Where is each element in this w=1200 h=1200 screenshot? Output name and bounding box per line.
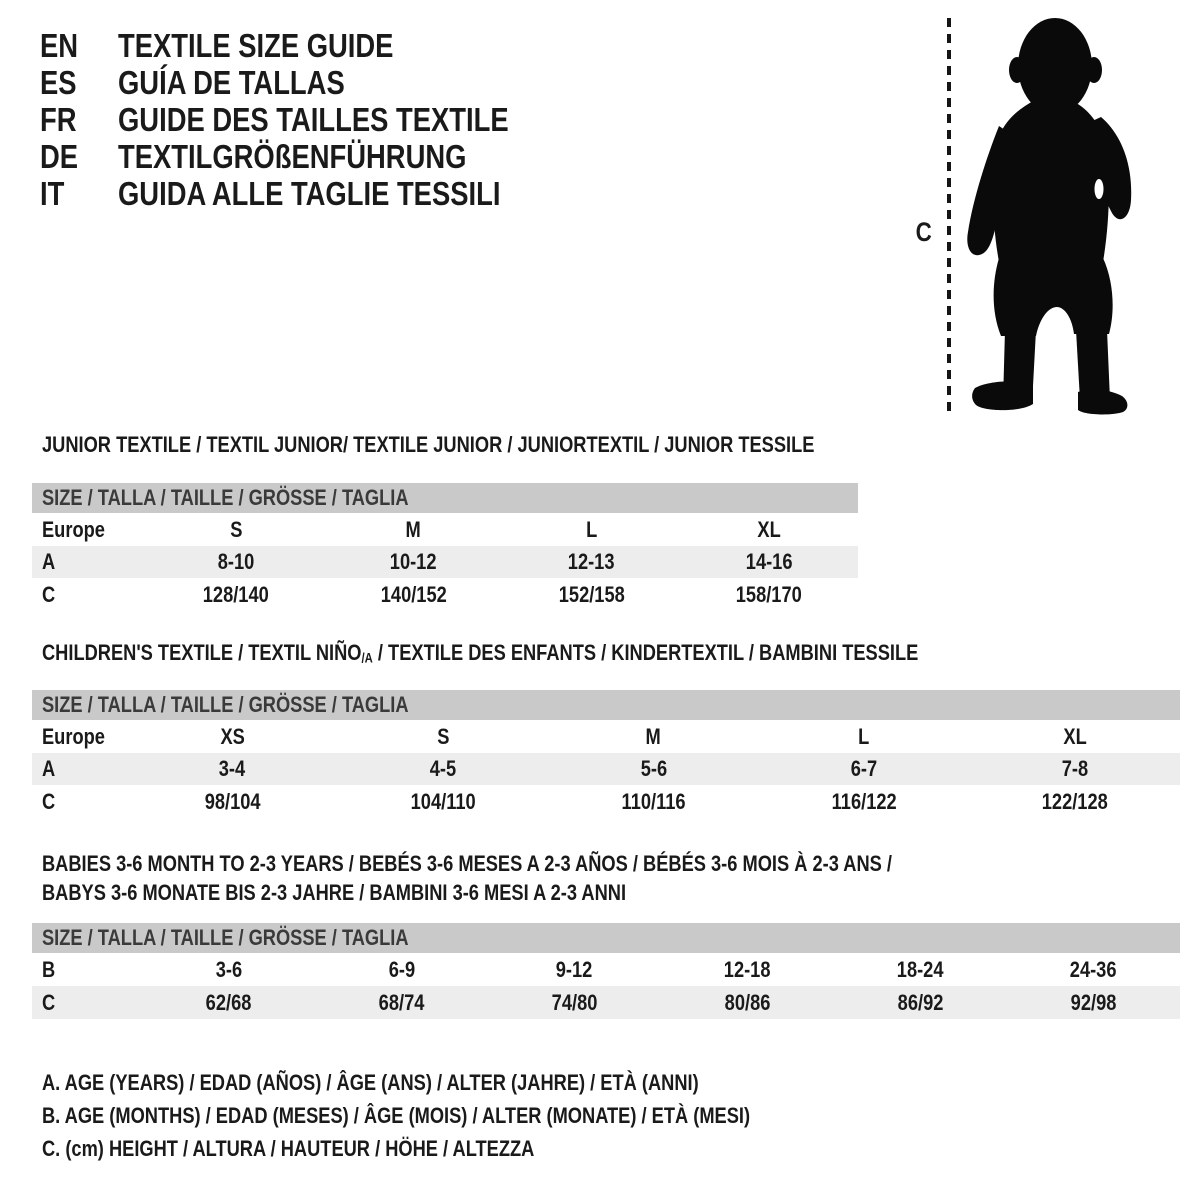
guide-title-en: TEXTILE SIZE GUIDE: [118, 27, 394, 64]
language-code-de: DE: [40, 138, 79, 175]
size-value: 8-10: [217, 549, 255, 574]
size-value: S: [436, 723, 449, 749]
height-measure-label: C: [915, 217, 933, 247]
language-row-de: [40, 138, 589, 175]
size-value: 62/68: [205, 989, 252, 1015]
size-value: 7-8: [1061, 756, 1088, 781]
size-value: XL: [1063, 723, 1087, 749]
size-value: 12-13: [568, 549, 615, 574]
language-code-it: IT: [40, 175, 65, 212]
babies-title-line2: BABYS 3-6 MONATE BIS 2-3 JAHRE / BAMBINI 3-6 MESI A 2-3 ANNI: [42, 880, 627, 905]
table-row-months: [32, 953, 1180, 986]
size-value: 24-36: [1070, 956, 1117, 982]
size-value: 98/104: [204, 788, 261, 814]
size-value: 3-4: [219, 756, 246, 781]
size-value: 128/140: [202, 581, 269, 607]
guide-title-it: GUIDA ALLE TAGLIE TESSILI: [118, 175, 501, 212]
children-title-post: / TEXTILE DES ENFANTS / KINDERTEXTIL / BAMBINI TESSILE: [372, 640, 919, 665]
size-value: 116/122: [831, 788, 897, 814]
size-value: 122/128: [1041, 788, 1108, 814]
language-code-en: EN: [40, 27, 79, 64]
size-value: 86/92: [897, 989, 944, 1015]
language-row-es: [40, 64, 589, 101]
babies-textile-title: [42, 849, 1066, 907]
size-value: XL: [757, 516, 781, 542]
row-label: Europe: [42, 516, 105, 542]
guide-title-fr: GUIDE DES TAILLES TEXTILE: [118, 101, 509, 138]
table-row-europe: [32, 720, 1180, 753]
size-value: XS: [220, 723, 245, 749]
language-row-fr: [40, 101, 589, 138]
legend-item-c: C. (cm) HEIGHT / ALTURA / HAUTEUR / HÖHE / ALTEZZA: [42, 1136, 535, 1161]
size-value: 68/74: [378, 989, 425, 1015]
guide-title-de: TEXTILGRÖßENFÜHRUNG: [118, 138, 467, 175]
size-value: 6-7: [850, 756, 878, 781]
size-value: L: [858, 723, 870, 749]
table-row-height: [32, 578, 858, 611]
row-label: C: [42, 581, 56, 607]
size-value: 110/116: [621, 788, 686, 814]
size-value: S: [229, 516, 242, 542]
size-value: 18-24: [897, 956, 944, 982]
language-row-it: [40, 175, 589, 212]
size-value: M: [645, 723, 662, 749]
size-value: 152/158: [558, 581, 625, 607]
toddler-silhouette: [963, 14, 1140, 416]
size-value: 104/110: [410, 788, 476, 814]
size-header: SIZE / TALLA / TAILLE / GRÖSSE / TAGLIA: [42, 485, 409, 510]
size-value: 80/86: [724, 989, 771, 1015]
size-value: 10-12: [390, 549, 437, 574]
row-label: C: [42, 989, 56, 1015]
size-value: 3-6: [215, 956, 242, 982]
size-value: 5-6: [640, 756, 667, 781]
size-value: 12-18: [724, 956, 771, 982]
height-dashed-line: [947, 18, 951, 416]
row-label: A: [42, 756, 56, 781]
size-value: 9-12: [556, 956, 593, 982]
babies-textile-table: [32, 923, 1180, 1019]
children-title-sub: /A: [361, 650, 373, 666]
table-row-age: [32, 546, 858, 578]
size-value: 6-9: [388, 956, 415, 982]
table-row-europe: [32, 513, 858, 546]
size-value: 74/80: [551, 989, 598, 1015]
babies-title-line1: BABIES 3-6 MONTH TO 2-3 YEARS / BEBÉS 3-6 MESES A 2-3 AÑOS / BÉBÉS 3-6 MOIS À 2-3 ANS /: [42, 851, 892, 876]
children-textile-table: [32, 690, 1180, 818]
junior-textile-title: JUNIOR TEXTILE / TEXTIL JUNIOR/ TEXTILE JUNIOR / JUNIORTEXTIL / JUNIOR TESSILE: [42, 432, 815, 457]
language-code-es: ES: [40, 64, 77, 101]
row-label: A: [42, 549, 56, 574]
language-row-en: [40, 27, 589, 64]
size-value: 92/98: [1070, 989, 1117, 1015]
children-title-pre: CHILDREN'S TEXTILE / TEXTIL NIÑO: [42, 640, 362, 665]
row-label: Europe: [42, 723, 105, 749]
size-header: SIZE / TALLA / TAILLE / GRÖSSE / TAGLIA: [42, 692, 409, 717]
size-header: SIZE / TALLA / TAILLE / GRÖSSE / TAGLIA: [42, 925, 409, 950]
row-label: B: [42, 956, 56, 982]
size-value: 158/170: [736, 581, 803, 607]
children-textile-title: [42, 640, 1098, 671]
legend-item-b: B. AGE (MONTHS) / EDAD (MESES) / ÂGE (MOIS) / ALTER (MONATE) / ETÀ (MESI): [42, 1103, 751, 1128]
table-row-age: [32, 753, 1180, 785]
junior-textile-table: [32, 483, 858, 611]
size-value: 140/152: [380, 581, 447, 607]
legend: [42, 1066, 895, 1165]
size-value: M: [406, 516, 422, 542]
table-row-height: [32, 785, 1180, 818]
legend-item-a: A. AGE (YEARS) / EDAD (AÑOS) / ÂGE (ANS) / ALTER (JAHRE) / ETÀ (ANNI): [42, 1070, 699, 1095]
size-header-row: [32, 923, 1180, 953]
row-label: C: [42, 788, 56, 814]
language-list: [40, 27, 589, 212]
size-header-row: [32, 690, 1180, 720]
size-value: L: [585, 516, 597, 542]
size-value: 4-5: [429, 756, 457, 781]
table-row-height: [32, 986, 1180, 1019]
guide-title-es: GUÍA DE TALLAS: [118, 64, 345, 101]
size-header-row: [32, 483, 858, 513]
language-code-fr: FR: [40, 101, 77, 138]
size-value: 14-16: [745, 549, 793, 574]
